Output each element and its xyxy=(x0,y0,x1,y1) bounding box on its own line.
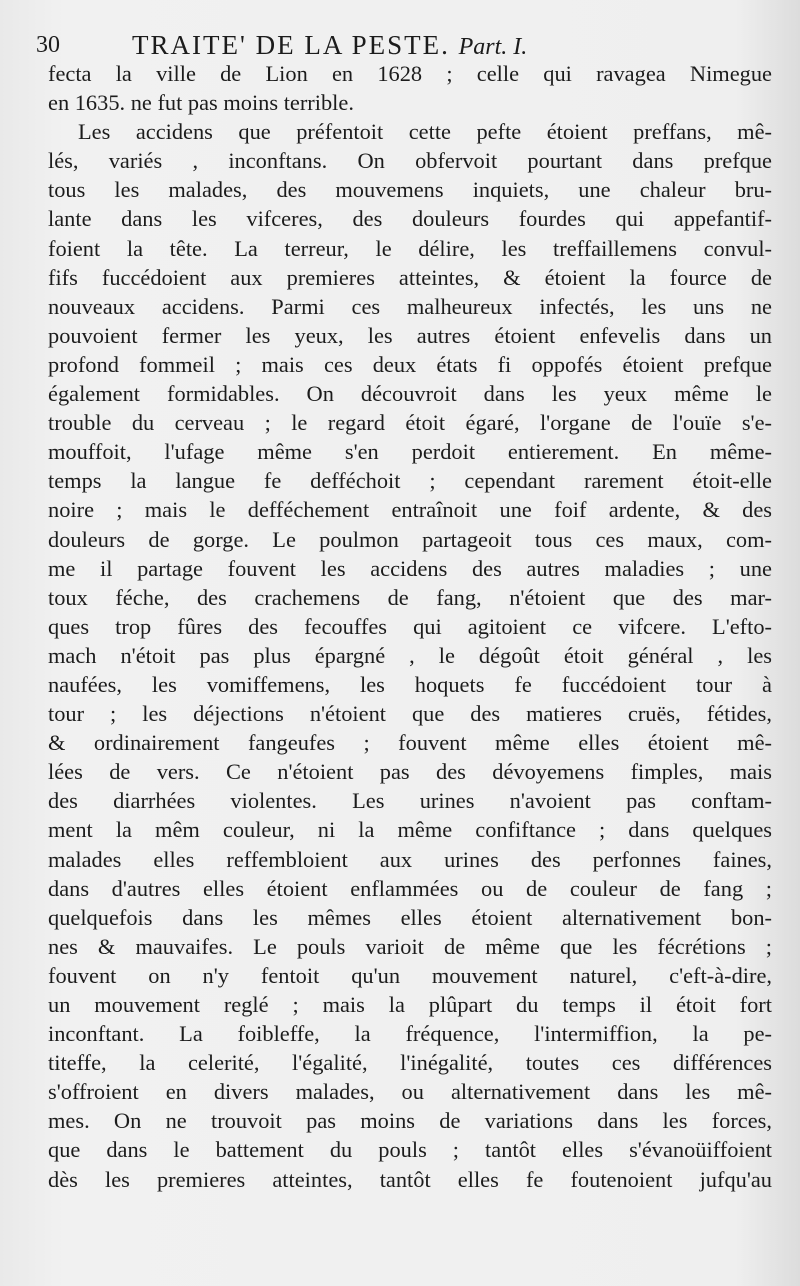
text-line: dès les premieres atteintes, tantôt elles fe foutenoient jufqu'au xyxy=(48,1166,772,1192)
text-line: nouveaux accidens. Parmi ces malheureux infectés, les uns ne xyxy=(48,293,772,319)
text-line: mes. On ne trouvoit pas moins de variations dans les forces, xyxy=(48,1108,772,1134)
text-line: profond fommeil ; mais ces deux états fi oppofés étoient prefque xyxy=(48,351,772,377)
text-line: foient la tête. La terreur, le délire, les treffaillemens convul- xyxy=(48,235,772,261)
running-title-text: TRAITE' DE LA PESTE. xyxy=(132,30,450,60)
text-line: fouvent on n'y fentoit qu'un mouvement naturel, c'eft-à-dire, xyxy=(48,962,772,988)
text-line: ques trop fûres des fecouffes qui agitoient ce vifcere. L'efto- xyxy=(48,613,772,639)
text-line: nes & mauvaifes. Le pouls varioit de même que les fécrétions ; xyxy=(48,933,772,959)
text-line: en 1635. ne fut pas moins terrible. xyxy=(48,90,354,116)
text-line: s'offroient en divers malades, ou alternativement dans les mê- xyxy=(48,1079,772,1105)
text-line: des diarrhées violentes. Les urines n'avoient pas conftam- xyxy=(48,788,772,814)
text-line: me il partage fouvent les accidens des autres maladies ; une xyxy=(48,555,772,581)
text-line: mouffoit, l'ufage même s'en perdoit entierement. En même- xyxy=(48,439,772,465)
text-line: douleurs de gorge. Le poulmon partageoit tous ces maux, com- xyxy=(48,526,772,552)
text-line: mach n'étoit pas plus épargné , le dégoût étoit général , les xyxy=(48,642,772,668)
text-line: dans d'autres elles étoient enflammées ou de couleur de fang ; xyxy=(48,875,772,901)
text-line: fecta la ville de Lion en 1628 ; celle qui ravagea Nimegue xyxy=(48,61,772,86)
text-line: tous les malades, des mouvemens inquiets, une chaleur bru- xyxy=(48,177,772,203)
text-line: ment la mêm couleur, ni la même confiftance ; dans quelques xyxy=(48,817,772,843)
text-line: malades elles reffembloient aux urines des perfonnes faines, xyxy=(48,846,772,872)
text-line: également formidables. On découvroit dans les yeux même le xyxy=(48,381,772,407)
text-line: inconftant. La foibleffe, la fréquence, l'intermiffion, la pe- xyxy=(48,1021,772,1047)
text-line: temps la langue fe defféchoit ; cependant rarement étoit-elle xyxy=(48,468,772,494)
running-part: Part. I. xyxy=(458,34,528,60)
text-line: fifs fuccédoient aux premieres atteintes, & étoient la fource de xyxy=(48,264,772,290)
text-line: tour ; les déjections n'étoient que des matieres cruës, fétides, xyxy=(48,701,772,727)
running-head xyxy=(36,30,760,60)
page-number: 30 xyxy=(36,32,60,58)
text-line: lés, variés , inconftans. On obfervoit pourtant dans prefque xyxy=(48,148,772,174)
text-line: quelquefois dans les mêmes elles étoient alternativement bon- xyxy=(48,904,772,930)
body-text xyxy=(48,59,772,1194)
text-line: toux féche, des crachemens de fang, n'étoient que des mar- xyxy=(48,584,772,610)
text-line: un mouvement reglé ; mais la plûpart du temps il étoit fort xyxy=(48,992,772,1017)
text-line: naufées, les vomiffemens, les hoquets fe fuccédoient tour à xyxy=(48,671,772,697)
running-title xyxy=(132,30,527,62)
text-line: titeffe, la celerité, l'égalité, l'inégalité, toutes ces différences xyxy=(48,1050,772,1076)
text-line: noire ; mais le defféchement entraînoit une foif ardente, & des xyxy=(48,497,772,523)
text-line: lées de vers. Ce n'étoient pas des dévoyemens fimples, mais xyxy=(48,759,772,785)
text-line: lante dans les vifceres, des douleurs fourdes qui appefantif- xyxy=(48,206,772,232)
text-line: & ordinairement fangeufes ; fouvent même elles étoient mê- xyxy=(48,730,772,756)
text-line: pouvoient fermer les yeux, les autres étoient enfevelis dans un xyxy=(48,322,772,348)
text-line: trouble du cerveau ; le regard étoit égaré, l'organe de l'ouïe s'e- xyxy=(48,410,772,436)
text-line: Les accidens que préfentoit cette pefte étoient preffans, mê- xyxy=(78,119,772,145)
text-line: que dans le battement du pouls ; tantôt elles s'évanoüiffoient xyxy=(48,1137,772,1163)
